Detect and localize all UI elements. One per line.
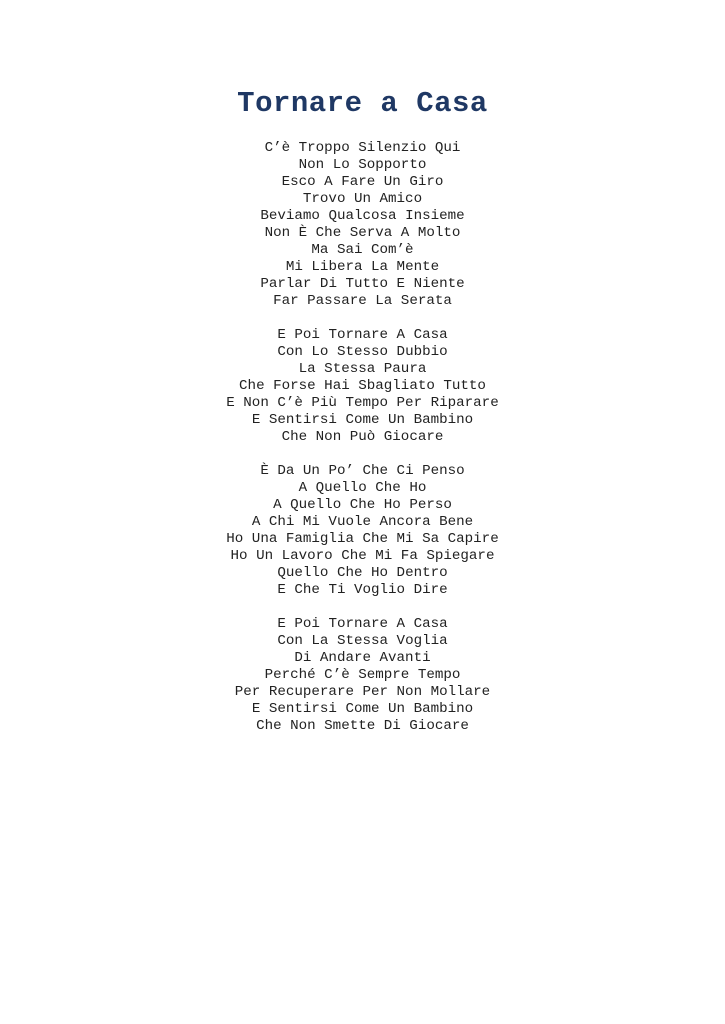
lyric-line: Che Non Può Giocare: [281, 429, 444, 445]
stanza-1: [0, 140, 725, 310]
lyric-line: Esco A Fare Un Giro: [281, 174, 444, 190]
lyric-line: Quello Che Ho Dentro: [277, 565, 448, 581]
stanza-3: [0, 463, 725, 599]
lyric-line: E Non C’è Più Tempo Per Riparare: [226, 395, 499, 411]
lyric-line: Perché C’è Sempre Tempo: [264, 667, 461, 683]
lyric-line: Di Andare Avanti: [294, 650, 431, 666]
lyric-line: È Da Un Po’ Che Ci Penso: [260, 463, 465, 479]
lyric-line: Trovo Un Amico: [302, 191, 423, 207]
lyric-line: C’è Troppo Silenzio Qui: [264, 140, 461, 156]
lyric-line: Beviamo Qualcosa Insieme: [260, 208, 465, 224]
lyric-line: Che Non Smette Di Giocare: [256, 718, 469, 734]
lyric-line: A Quello Che Ho: [298, 480, 427, 496]
stanza-4: [0, 616, 725, 735]
lyric-line: E Poi Tornare A Casa: [277, 616, 448, 632]
lyric-line: Che Forse Hai Sbagliato Tutto: [239, 378, 486, 394]
lyric-line: Ho Un Lavoro Che Mi Fa Spiegare: [230, 548, 495, 564]
lyric-line: Non Lo Sopporto: [298, 157, 427, 173]
lyric-line: Con Lo Stesso Dubbio: [277, 344, 448, 360]
document-title: Tornare a Casa: [237, 87, 488, 120]
lyric-line: E Sentirsi Come Un Bambino: [251, 412, 474, 428]
lyric-line: Con La Stessa Voglia: [277, 633, 448, 649]
lyric-line: La Stessa Paura: [298, 361, 427, 377]
lyric-line: Per Recuperare Per Non Mollare: [234, 684, 491, 700]
lyric-line: E Che Ti Voglio Dire: [277, 582, 448, 598]
lyric-line: Parlar Di Tutto E Niente: [260, 276, 465, 292]
stanza-2: [0, 327, 725, 446]
lyric-line: E Sentirsi Come Un Bambino: [251, 701, 474, 717]
lyric-line: A Quello Che Ho Perso: [273, 497, 452, 513]
lyric-line: Ho Una Famiglia Che Mi Sa Capire: [226, 531, 499, 547]
lyric-line: E Poi Tornare A Casa: [277, 327, 448, 343]
lyrics-body: [0, 140, 725, 752]
lyric-line: A Chi Mi Vuole Ancora Bene: [251, 514, 474, 530]
lyric-line: Ma Sai Com’è: [311, 242, 414, 258]
lyric-line: Non È Che Serva A Molto: [264, 225, 461, 241]
lyric-line: Far Passare La Serata: [273, 293, 452, 309]
lyric-line: Mi Libera La Mente: [285, 259, 440, 275]
